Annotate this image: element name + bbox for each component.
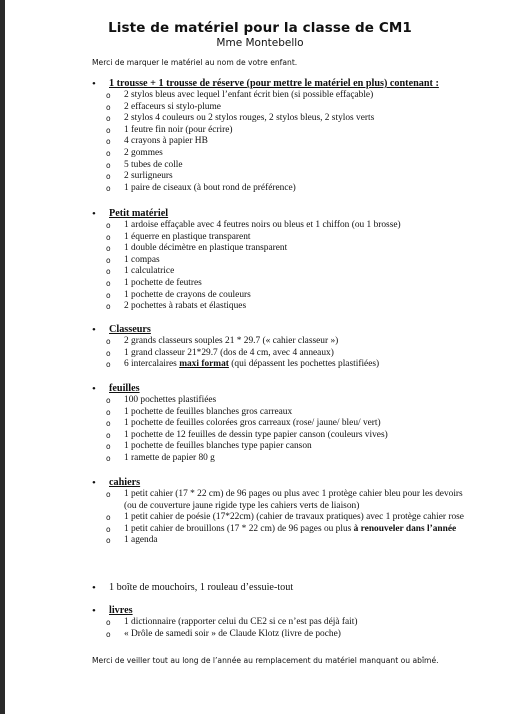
section-bullet-icon: • — [92, 78, 96, 90]
section-heading — [92, 477, 472, 489]
circle-bullet-icon: o — [106, 442, 111, 452]
circle-bullet-icon: o — [106, 102, 111, 112]
section-line — [92, 582, 472, 594]
list-item: o 2 stylos 4 couleurs ou 2 stylos rouges, 2 stylos bleus, 2 stylos verts — [106, 113, 375, 124]
list-item: o 1 pochette de feutres — [106, 277, 202, 288]
circle-bullet-icon: o — [106, 114, 111, 124]
item-list — [92, 489, 472, 547]
circle-bullet-icon: o — [106, 453, 111, 463]
list-item: o 1 équerre en plastique transparent — [106, 231, 251, 242]
item-list — [92, 617, 472, 640]
list-item: o 1 grand classeur 21*29.7 (dos de 4 cm, avec 4 anneaux) — [106, 347, 334, 358]
heading-text: cahiers — [109, 477, 141, 488]
list-item: o 2 effaceurs si stylo-plume — [106, 101, 221, 112]
list-item: o 1 double décimètre en plastique transparent — [106, 243, 288, 254]
section-classeurs — [92, 324, 472, 371]
scan-edge — [0, 0, 5, 714]
section-bullet-icon: • — [92, 208, 96, 220]
circle-bullet-icon: o — [106, 148, 111, 158]
circle-bullet-icon: o — [106, 419, 111, 429]
list-item: o 1 paire de ciseaux (à bout rond de préférence) — [106, 182, 296, 193]
list-item: o 1 petit cahier (17 * 22 cm) de 96 pages ou plus avec 1 protège cahier bleu pour les devoirs (ou de couverture jaune rigide type les cahiers verts de liaison) — [106, 489, 463, 511]
list-item: o 1 pochette de feuilles blanches gros carreaux — [106, 406, 293, 417]
list-item: o 2 stylos bleus avec lequel l’enfant écrit bien (si possible effaçable) — [106, 90, 374, 100]
list-item: o 1 agenda — [106, 535, 158, 546]
list-item: o 2 grands classeurs souples 21 * 29.7 (« cahier classeur ») — [106, 336, 339, 346]
section-bullet-icon: • — [92, 477, 96, 489]
list-item: o 1 pochette de 12 feuilles de dessin type papier canson (couleurs vives) — [106, 429, 388, 440]
list-item: o 1 compas — [106, 254, 160, 265]
section-heading — [92, 383, 472, 395]
list-item: o 1 calculatrice — [106, 266, 175, 277]
list-item: o 1 petit cahier de brouillons (17 * 22 cm) de 96 pages ou plus à renouveler dans l’année — [106, 523, 457, 534]
circle-bullet-icon: o — [106, 629, 111, 639]
circle-bullet-icon: o — [106, 91, 111, 100]
circle-bullet-icon: o — [106, 125, 111, 135]
heading-text: 1 trousse + 1 trousse de réserve (pour mettre le matériel en plus) contenant : — [109, 78, 439, 89]
list-item: o 1 dictionnaire (rapporter celui du CE2 si ce n’est pas déjà fait) — [106, 617, 358, 627]
item-list — [92, 395, 472, 465]
emphasis-text: à renouveler dans l’année — [353, 523, 457, 534]
list-item: o 1 pochette de feuilles colorées gros carreaux (rose/ jaune/ bleu/ vert) — [106, 418, 381, 429]
list-item: o 1 petit cahier de poésie (17*22cm) (cahier de travaux pratiques) avec 1 protège cahier rose — [106, 512, 464, 523]
circle-bullet-icon: o — [106, 524, 111, 534]
intro-note: Merci de marquer le matériel au nom de votre enfant. — [92, 58, 298, 67]
list-item: o 6 intercalaires maxi format (qui dépassent les pochettes plastifiées) — [106, 359, 380, 370]
section-feuilles — [92, 383, 472, 465]
list-item: o 2 surligneurs — [106, 171, 173, 182]
list-item: o 1 pochette de crayons de couleurs — [106, 289, 251, 300]
item-list — [92, 220, 472, 313]
circle-bullet-icon: o — [106, 490, 111, 499]
section-bullet-icon: • — [92, 383, 96, 395]
section-heading — [92, 324, 472, 336]
heading-text: feuilles — [109, 383, 140, 394]
section-petit-materiel — [92, 208, 472, 313]
circle-bullet-icon: o — [106, 137, 111, 147]
closing-note: Merci de veiller tout au long de l’année au remplacement du matériel manquant ou abîmé. — [92, 656, 439, 665]
section-heading — [92, 605, 472, 617]
section-bullet-icon: • — [92, 582, 96, 594]
list-item: o 5 tubes de colle — [106, 159, 183, 170]
list-item: o 100 pochettes plastifiées — [106, 395, 217, 405]
list-item: o 2 pochettes à rabats et élastiques — [106, 301, 247, 312]
section-cahiers — [92, 477, 472, 547]
circle-bullet-icon: o — [106, 278, 111, 288]
circle-bullet-icon: o — [106, 183, 111, 193]
page-title: Liste de matériel pour la classe de CM1 — [108, 20, 412, 36]
circle-bullet-icon: o — [106, 513, 111, 523]
circle-bullet-icon: o — [106, 255, 111, 265]
teacher-name: Mme Montebello — [216, 37, 304, 49]
circle-bullet-icon: o — [106, 396, 111, 405]
heading-text: Petit matériel — [109, 208, 169, 219]
circle-bullet-icon: o — [106, 160, 111, 170]
heading-text: livres — [109, 605, 133, 616]
circle-bullet-icon: o — [106, 232, 111, 242]
circle-bullet-icon: o — [106, 221, 111, 230]
circle-bullet-icon: o — [106, 302, 111, 312]
line-text: 1 boîte de mouchoirs, 1 rouleau d’essuie-tout — [109, 582, 294, 593]
list-item: o 1 pochette de feuilles blanches type papier canson — [106, 441, 312, 452]
circle-bullet-icon: o — [106, 618, 111, 627]
section-livres — [92, 605, 472, 640]
list-item: o 4 crayons à papier HB — [106, 136, 208, 147]
list-item: o 2 gommes — [106, 147, 163, 158]
section-heading — [92, 78, 472, 90]
circle-bullet-icon: o — [106, 407, 111, 417]
circle-bullet-icon: o — [106, 360, 111, 370]
list-item: o 1 ramette de papier 80 g — [106, 452, 215, 463]
section-mouchoirs — [92, 582, 472, 594]
item-list — [92, 336, 472, 371]
section-heading — [92, 208, 472, 220]
section-bullet-icon: • — [92, 324, 96, 336]
circle-bullet-icon: o — [106, 430, 111, 440]
heading-text: Classeurs — [109, 324, 151, 335]
circle-bullet-icon: o — [106, 290, 111, 300]
circle-bullet-icon: o — [106, 337, 111, 346]
list-item: o 1 feutre fin noir (pour écrire) — [106, 124, 233, 135]
section-bullet-icon: • — [92, 605, 96, 617]
circle-bullet-icon: o — [106, 536, 111, 546]
emphasis-text: maxi format — [179, 359, 229, 370]
item-list — [92, 90, 472, 194]
list-item: o « Drôle de samedi soir » de Claude Klotz (livre de poche) — [106, 628, 341, 639]
circle-bullet-icon: o — [106, 244, 111, 254]
list-item: o 1 ardoise effaçable avec 4 feutres noirs ou bleus et 1 chiffon (ou 1 brosse) — [106, 220, 401, 230]
circle-bullet-icon: o — [106, 348, 111, 358]
section-trousse — [92, 78, 472, 194]
circle-bullet-icon: o — [106, 267, 111, 277]
circle-bullet-icon: o — [106, 172, 111, 182]
